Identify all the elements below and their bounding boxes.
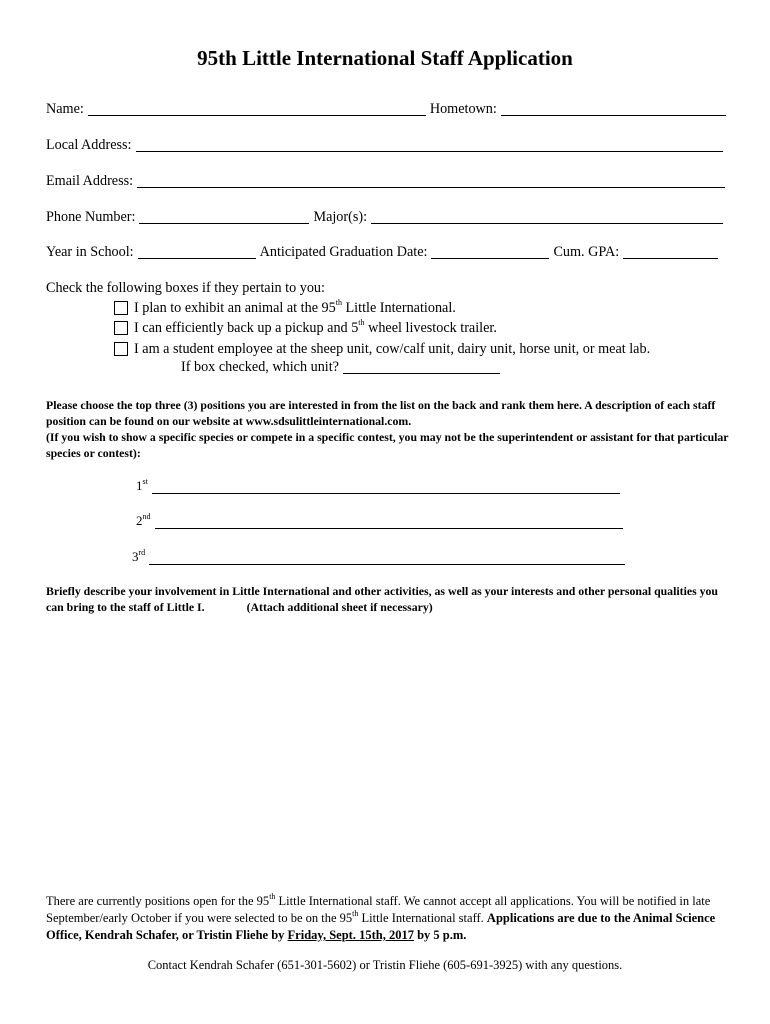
major-field[interactable] <box>371 209 723 224</box>
gpa-label: Cum. GPA: <box>553 244 620 260</box>
year-label: Year in School: <box>46 244 134 260</box>
hometown-field[interactable] <box>501 101 726 116</box>
rank-2-row <box>136 509 623 529</box>
gpa-field[interactable] <box>623 244 718 259</box>
local-address-row <box>46 134 723 154</box>
deadline-date: Friday, Sept. 15th, 2017 <box>287 928 414 942</box>
major-label: Major(s): <box>313 209 368 225</box>
rank-1-label: 1st <box>136 476 148 493</box>
employee-text: I am a student employee at the sheep unit, cow/calf unit, dairy unit, horse unit, or meat lab. <box>134 340 651 357</box>
email-label: Email Address: <box>46 173 134 189</box>
page-title: 95th Little International Staff Application <box>197 46 573 70</box>
footer-notice: There are currently positions open for the 95th Little International staff. We cannot accept all applications. You will be notified in late September/early October if you were selected to be on the 95th Little International staff. Applications are due to the Animal Science Office, Kendrah Schafer, or Tristin Fliehe by Friday, Sept. 15th, 2017 by 5 p.m. <box>46 891 716 942</box>
employee-checkbox[interactable] <box>114 342 128 356</box>
phone-major-row <box>46 206 723 226</box>
checkbox-intro: Check the following boxes if they pertain to you: <box>46 280 325 296</box>
exhibit-checkbox[interactable] <box>114 301 128 315</box>
rank-2-field[interactable] <box>155 515 623 529</box>
unit-field[interactable] <box>343 359 500 374</box>
unit-label: If box checked, which unit? <box>181 359 339 375</box>
contact-info: Contact Kendrah Schafer (651-301-5602) or Tristin Fliehe (605-691-3925) with any questions. <box>147 958 623 972</box>
grad-date-field[interactable] <box>431 244 549 259</box>
trailer-checkbox[interactable] <box>114 321 128 335</box>
rank-3-label: 3rd <box>132 547 146 564</box>
describe-answer-area[interactable] <box>46 625 730 880</box>
email-field[interactable] <box>137 173 725 188</box>
local-address-label: Local Address: <box>46 137 132 153</box>
describe-prompt: Briefly describe your involvement in Little International and other activities, as well as your interests and other personal qualities you can bring to the staff of Little I. (Attach additional sheet if necessary) <box>46 584 718 614</box>
rank-1-field[interactable] <box>152 480 620 494</box>
unit-row <box>181 356 521 376</box>
rank-2-label: 2nd <box>136 511 151 528</box>
hometown-label: Hometown: <box>429 101 497 117</box>
email-row <box>46 170 725 190</box>
year-grad-gpa-row <box>46 241 718 261</box>
checkbox-item-exhibit <box>114 298 456 318</box>
rank-3-field[interactable] <box>149 551 625 565</box>
grad-date-label: Anticipated Graduation Date: <box>259 244 428 260</box>
local-address-field[interactable] <box>136 137 724 152</box>
name-label: Name: <box>46 101 84 117</box>
name-field[interactable] <box>88 101 426 116</box>
positions-instructions: Please choose the top three (3) positions you are interested in from the list on the back and rank them here. A description of each staff position can be found on our website at www.sdsulittleinternational.com. (If you wish to show a specific species or compete in a specific contest, you may not be the superintendent or assistant for that particular species or contest): <box>46 398 729 460</box>
year-field[interactable] <box>138 244 256 259</box>
rank-3-row <box>132 545 625 565</box>
attach-note: (Attach additional sheet if necessary) <box>246 600 433 614</box>
phone-field[interactable] <box>139 209 309 224</box>
rank-1-row <box>136 474 620 494</box>
exhibit-text: I plan to exhibit an animal at the 95th Little International. <box>134 297 456 316</box>
checkbox-item-trailer <box>114 318 497 338</box>
phone-label: Phone Number: <box>46 209 136 225</box>
trailer-text: I can efficiently back up a pickup and 5th wheel livestock trailer. <box>134 317 497 336</box>
name-hometown-row <box>46 98 726 118</box>
